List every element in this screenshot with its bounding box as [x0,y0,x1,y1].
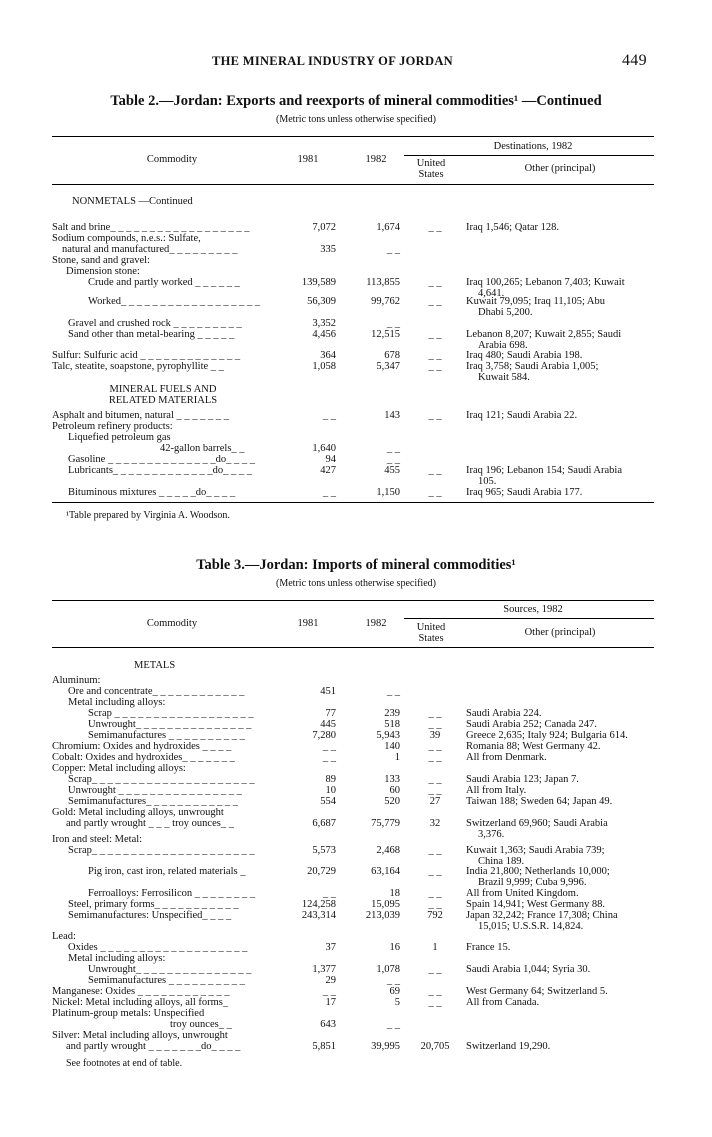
value-1982-cell: 133 [384,774,400,785]
table2-col-other: Other (principal) [524,163,596,174]
other-principal-line: Saudi Arabia 1,044; Syria 30. [466,964,591,975]
value-1982-cell: 2,468 [376,845,400,856]
united-states-cell: _ _ [428,986,442,997]
other-principal-cell [466,899,662,910]
table3-group-header: Sources, 1982 [503,604,563,615]
commodity-cell: natural and manufactured_ _ _ _ _ _ _ _ _ [62,244,238,255]
commodity-cell: Asphalt and bitumen, natural _ _ _ _ _ _ _ [52,410,230,421]
value-1982-cell: 455 [384,465,400,476]
other-principal-line: All from Canada. [466,997,540,1008]
value-1981-cell: 3,352 [312,318,336,329]
value-1982-cell: _ _ [386,318,400,329]
commodity-cell: Oxides _ _ _ _ _ _ _ _ _ _ _ _ _ _ _ _ _ _ _ [68,942,248,953]
other-principal-cell [466,719,662,730]
value-1982-cell: 12,515 [371,329,400,340]
commodity-cell: Talc, steatite, soapstone, pyrophyllite _ _ [52,361,224,372]
united-states-cell: _ _ [428,964,442,975]
united-states-cell: _ _ [428,410,442,421]
commodity-cell: and partly wrought _ _ _ troy ounces_ _ [66,818,234,829]
value-1981-cell: 335 [320,244,336,255]
united-states-cell: _ _ [428,719,442,730]
united-states-cell: _ _ [428,487,442,498]
commodity-cell: Scrap_ _ _ _ _ _ _ _ _ _ _ _ _ _ _ _ _ _ _ _ _ [68,774,255,785]
other-principal-cell [466,866,662,888]
other-principal-cell [466,888,662,899]
table2-group-rule [404,155,654,156]
value-1982-cell: 69 [389,986,400,997]
value-1981-cell: 243,314 [301,910,336,921]
other-principal-cell [466,964,662,975]
commodity-cell: Semimanufactures_ _ _ _ _ _ _ _ _ _ _ _ [68,796,239,807]
value-1982-cell: _ _ [386,686,400,697]
value-1981-cell: 364 [320,350,336,361]
value-1981-cell: 1,058 [312,361,336,372]
other-principal-cell [466,910,662,932]
table2-col-commodity: Commodity [146,154,198,165]
commodity-cell: Liquefied petroleum gas [68,432,171,443]
other-principal-continuation: Dhabi 5,200. [478,307,533,318]
commodity-cell: Unwrought_ _ _ _ _ _ _ _ _ _ _ _ _ _ _ [88,719,252,730]
value-1982-cell: 99,762 [371,296,400,307]
value-1982-cell: 1,078 [376,964,400,975]
other-principal-cell [466,986,662,997]
other-principal-cell [466,487,662,498]
value-1982-cell: 520 [384,796,400,807]
table3-header-rule [52,647,654,648]
commodity-cell: Lead: [52,931,76,942]
table2-col-1981: 1981 [297,154,319,165]
commodity-cell: Copper: Metal including alloys: [52,763,186,774]
commodity-cell: Unwrought _ _ _ _ _ _ _ _ _ _ _ _ _ _ _ _ [68,785,242,796]
other-principal-cell [466,741,662,752]
value-1981-cell: 7,072 [312,222,336,233]
commodity-cell: Sodium compounds, n.e.s.: Sulfate, [52,233,201,244]
united-states-cell: _ _ [428,296,442,307]
other-principal-cell [466,774,662,785]
value-1982-cell: 60 [389,785,400,796]
commodity-cell: Bituminous mixtures _ _ _ _ _do_ _ _ _ [68,487,236,498]
page-number: 449 [622,52,647,69]
united-states-cell: 792 [427,910,443,921]
united-states-cell: _ _ [428,741,442,752]
commodity-cell: Silver: Metal including alloys, unwrought [52,1030,228,1041]
other-principal-line: France 15. [466,942,511,953]
united-states-cell: _ _ [428,752,442,763]
table3-col-commodity: Commodity [146,618,198,629]
value-1981-cell: _ _ [322,487,336,498]
other-principal-line: Iraq 480; Saudi Arabia 198. [466,350,583,361]
commodity-cell: Worked_ _ _ _ _ _ _ _ _ _ _ _ _ _ _ _ _ _ [88,296,261,307]
commodity-cell: Nickel: Metal including alloys, all forms_ [52,997,229,1008]
other-principal-cell [466,752,662,763]
other-principal-line: Iraq 100,265; Lebanon 7,403; Kuwait [466,277,625,288]
value-1981-cell: _ _ [322,410,336,421]
value-1981-cell: 1,640 [312,443,336,454]
table2-title: Table 2.—Jordan: Exports and reexports of mineral commodities¹ —Continued [110,93,602,109]
other-principal-cell [466,222,662,233]
table2-col-1982: 1982 [365,154,387,165]
table2-section-fuels: MINERAL FUELS AND RELATED MATERIALS [108,384,218,406]
other-principal-cell [466,410,662,421]
value-1981-cell: _ _ [322,986,336,997]
united-states-cell: 39 [429,730,441,741]
united-states-cell: _ _ [428,845,442,856]
value-1982-cell: _ _ [386,443,400,454]
other-principal-line: Greece 2,635; Italy 924; Bulgaria 614. [466,730,628,741]
other-principal-cell [466,997,662,1008]
commodity-cell: Sulfur: Sulfuric acid _ _ _ _ _ _ _ _ _ _ _ _ _ [52,350,241,361]
commodity-cell: Gravel and crushed rock _ _ _ _ _ _ _ _ _ [68,318,242,329]
commodity-cell: Manganese: Oxides _ _ _ _ _ _ _ _ _ _ _ _ [52,986,230,997]
value-1982-cell: 239 [384,708,400,719]
value-1982-cell: _ _ [386,1019,400,1030]
value-1981-cell: 139,589 [301,277,336,288]
other-principal-line: Switzerland 19,290. [466,1041,551,1052]
united-states-cell: _ _ [428,361,442,372]
other-principal-line: Iraq 1,546; Qatar 128. [466,222,560,233]
united-states-cell: _ _ [428,222,442,233]
other-principal-cell [466,796,662,807]
table3-top-rule [52,600,654,601]
value-1982-cell: 140 [384,741,400,752]
other-principal-line: Spain 14,941; West Germany 88. [466,899,605,910]
united-states-cell: 1 [432,942,438,953]
commodity-cell: Lubricants_ _ _ _ _ _ _ _ _ _ _ _ _do_ _ _ _ [68,465,253,476]
other-principal-continuation: Kuwait 584. [478,372,530,383]
other-principal-line: All from United Kingdom. [466,888,579,899]
other-principal-cell [466,350,662,361]
value-1981-cell: 427 [320,465,336,476]
other-principal-line: West Germany 64; Switzerland 5. [466,986,608,997]
value-1981-cell: 56,309 [307,296,336,307]
commodity-cell: Platinum-group metals: Unspecified [52,1008,205,1019]
value-1981-cell: 1,377 [312,964,336,975]
commodity-cell: and partly wrought _ _ _ _ _ _ _do_ _ _ _ [66,1041,241,1052]
value-1981-cell: 7,280 [312,730,336,741]
value-1982-cell: 213,039 [365,910,400,921]
value-1981-cell: _ _ [322,741,336,752]
commodity-cell: Aluminum: [52,675,101,686]
united-states-cell: 20,705 [420,1041,450,1052]
other-principal-line: Iraq 965; Saudi Arabia 177. [466,487,583,498]
other-principal-continuation: 4,641. [478,288,505,299]
commodity-cell: Petroleum refinery products: [52,421,173,432]
commodity-cell: Semimanufactures: Unspecified_ _ _ _ [68,910,232,921]
table2-group-header: Destinations, 1982 [493,141,573,152]
value-1981-cell: _ _ [322,888,336,899]
commodity-cell: Ferroalloys: Ferrosilicon _ _ _ _ _ _ _ _ [88,888,256,899]
other-principal-line: Saudi Arabia 123; Japan 7. [466,774,579,785]
united-states-cell: _ _ [428,899,442,910]
table3-col-other: Other (principal) [524,627,596,638]
united-states-cell: 27 [429,796,441,807]
value-1982-cell: 143 [384,410,400,421]
value-1982-cell: 63,164 [371,866,400,877]
commodity-cell: Semimanufactures _ _ _ _ _ _ _ _ _ _ [88,975,245,986]
other-principal-line: Romania 88; West Germany 42. [466,741,601,752]
other-principal-line: Kuwait 1,363; Saudi Arabia 739; [466,845,605,856]
other-principal-cell [466,296,662,318]
commodity-cell: Scrap_ _ _ _ _ _ _ _ _ _ _ _ _ _ _ _ _ _ _ _ _ [68,845,255,856]
other-principal-line: All from Denmark. [466,752,547,763]
value-1981-cell: 5,573 [312,845,336,856]
value-1981-cell: 445 [320,719,336,730]
table3-subtitle: (Metric tons unless otherwise specified) [276,578,436,589]
united-states-cell: 32 [429,818,441,829]
value-1981-cell: 29 [325,975,336,986]
other-principal-line: Taiwan 188; Sweden 64; Japan 49. [466,796,613,807]
value-1981-cell: 4,456 [312,329,336,340]
other-principal-line: Iraq 121; Saudi Arabia 22. [466,410,578,421]
commodity-cell: Pig iron, cast iron, related materials _ [88,866,246,877]
value-1982-cell: 1,150 [376,487,400,498]
other-principal-cell [466,1041,662,1052]
value-1981-cell: 5,851 [312,1041,336,1052]
commodity-cell: Dimension stone: [66,266,140,277]
commodity-cell: Semimanufactures _ _ _ _ _ _ _ _ _ _ [88,730,245,741]
table3-group-rule [404,618,654,619]
value-1981-cell: _ _ [322,752,336,763]
other-principal-continuation: China 189. [478,856,525,867]
value-1981-cell: 94 [325,454,336,465]
other-principal-cell [466,818,662,840]
other-principal-continuation: 105. [478,476,497,487]
value-1982-cell: 75,779 [371,818,400,829]
value-1982-cell: _ _ [386,454,400,465]
other-principal-line: Kuwait 79,095; Iraq 11,105; Abu [466,296,606,307]
united-states-cell: _ _ [428,888,442,899]
other-principal-line: All from Italy. [466,785,527,796]
commodity-cell: troy ounces_ _ [170,1019,232,1030]
value-1982-cell: 518 [384,719,400,730]
united-states-cell: _ _ [428,866,442,877]
other-principal-cell [466,785,662,796]
value-1981-cell: 20,729 [307,866,336,877]
other-principal-line: Lebanon 8,207; Kuwait 2,855; Saudi [466,329,622,340]
table2-bottom-rule [52,502,654,503]
other-principal-continuation: 3,376. [478,829,505,840]
value-1981-cell: 37 [325,942,336,953]
united-states-cell: _ _ [428,785,442,796]
value-1982-cell: 15,095 [371,899,400,910]
table3-col-1981: 1981 [297,618,319,629]
other-principal-cell [466,329,662,351]
commodity-cell: Metal including alloys: [68,697,166,708]
other-principal-cell [466,465,662,487]
commodity-cell: Metal including alloys: [68,953,166,964]
value-1982-cell: 1 [394,752,400,763]
commodity-cell: Steel, primary forms_ _ _ _ _ _ _ _ _ _ _ [68,899,239,910]
commodity-cell: Salt and brine_ _ _ _ _ _ _ _ _ _ _ _ _ _ _ _ _ _ [52,222,250,233]
other-principal-continuation: Arabia 698. [478,340,528,351]
other-principal-line: Iraq 196; Lebanon 154; Saudi Arabia [466,465,623,476]
table2-header-rule [52,184,654,185]
united-states-cell: _ _ [428,329,442,340]
running-title: THE MINERAL INDUSTRY OF JORDAN [212,54,453,68]
other-principal-continuation: 15,015; U.S.S.R. 14,824. [478,921,584,932]
table2-col-us: United States [416,158,446,180]
table3-col-us: United States [416,622,446,644]
other-principal-line: Saudi Arabia 224. [466,708,542,719]
other-principal-line: Iraq 3,758; Saudi Arabia 1,005; [466,361,599,372]
value-1981-cell: 89 [325,774,336,785]
united-states-cell: _ _ [428,997,442,1008]
value-1981-cell: 17 [325,997,336,1008]
value-1981-cell: 451 [320,686,336,697]
other-principal-cell [466,845,662,867]
table3-footnote: See footnotes at end of table. [66,1058,183,1069]
other-principal-line: Japan 32,242; France 17,308; China [466,910,618,921]
table2-subtitle: (Metric tons unless otherwise specified) [276,114,436,125]
value-1981-cell: 554 [320,796,336,807]
other-principal-cell [466,708,662,719]
united-states-cell: _ _ [428,350,442,361]
other-principal-line: Switzerland 69,960; Saudi Arabia [466,818,608,829]
value-1982-cell: _ _ [386,244,400,255]
commodity-cell: Stone, sand and gravel: [52,255,150,266]
commodity-cell: Gold: Metal including alloys, unwrought [52,807,224,818]
value-1982-cell: 678 [384,350,400,361]
table2-top-rule [52,136,654,137]
value-1982-cell: 5,943 [376,730,400,741]
value-1981-cell: 10 [325,785,336,796]
other-principal-cell [466,942,662,953]
value-1982-cell: 1,674 [376,222,400,233]
value-1982-cell: _ _ [386,975,400,986]
table3-title: Table 3.—Jordan: Imports of mineral commodities¹ [196,557,516,573]
value-1982-cell: 5 [394,997,400,1008]
other-principal-line: India 21,800; Netherlands 10,000; [466,866,610,877]
commodity-cell: Scrap _ _ _ _ _ _ _ _ _ _ _ _ _ _ _ _ _ _ [88,708,254,719]
value-1981-cell: 6,687 [312,818,336,829]
value-1982-cell: 113,855 [366,277,400,288]
other-principal-cell [466,730,662,741]
value-1982-cell: 39,995 [371,1041,400,1052]
other-principal-continuation: Brazil 9,999; Cuba 9,996. [478,877,587,888]
commodity-cell: Chromium: Oxides and hydroxides _ _ _ _ [52,741,232,752]
value-1981-cell: 124,258 [301,899,336,910]
value-1982-cell: 16 [389,942,400,953]
table3-col-1982: 1982 [365,618,387,629]
value-1981-cell: 77 [325,708,336,719]
other-principal-line: Saudi Arabia 252; Canada 247. [466,719,597,730]
value-1982-cell: 18 [389,888,400,899]
united-states-cell: _ _ [428,465,442,476]
commodity-cell: Iron and steel: Metal: [52,834,143,845]
united-states-cell: _ _ [428,708,442,719]
value-1981-cell: 643 [320,1019,336,1030]
commodity-cell: Gasoline _ _ _ _ _ _ _ _ _ _ _ _ _ _do_ _ _ _ [68,454,255,465]
commodity-cell: Cobalt: Oxides and hydroxides_ _ _ _ _ _ _ [52,752,235,763]
table3-section-metals: METALS [134,660,176,671]
commodity-cell: Unwrought_ _ _ _ _ _ _ _ _ _ _ _ _ _ _ [88,964,252,975]
value-1982-cell: 5,347 [376,361,400,372]
table2-section-nonmetals: NONMETALS —Continued [72,196,193,207]
commodity-cell: Ore and concentrate_ _ _ _ _ _ _ _ _ _ _ _ [68,686,245,697]
united-states-cell: _ _ [428,774,442,785]
united-states-cell: _ _ [428,277,442,288]
commodity-cell: 42-gallon barrels_ _ [160,443,245,454]
table2-footnote: ¹Table prepared by Virginia A. Woodson. [66,510,230,521]
commodity-cell: Sand other than metal-bearing _ _ _ _ _ [68,329,235,340]
other-principal-cell [466,361,662,383]
commodity-cell: Crude and partly worked _ _ _ _ _ _ [88,277,240,288]
